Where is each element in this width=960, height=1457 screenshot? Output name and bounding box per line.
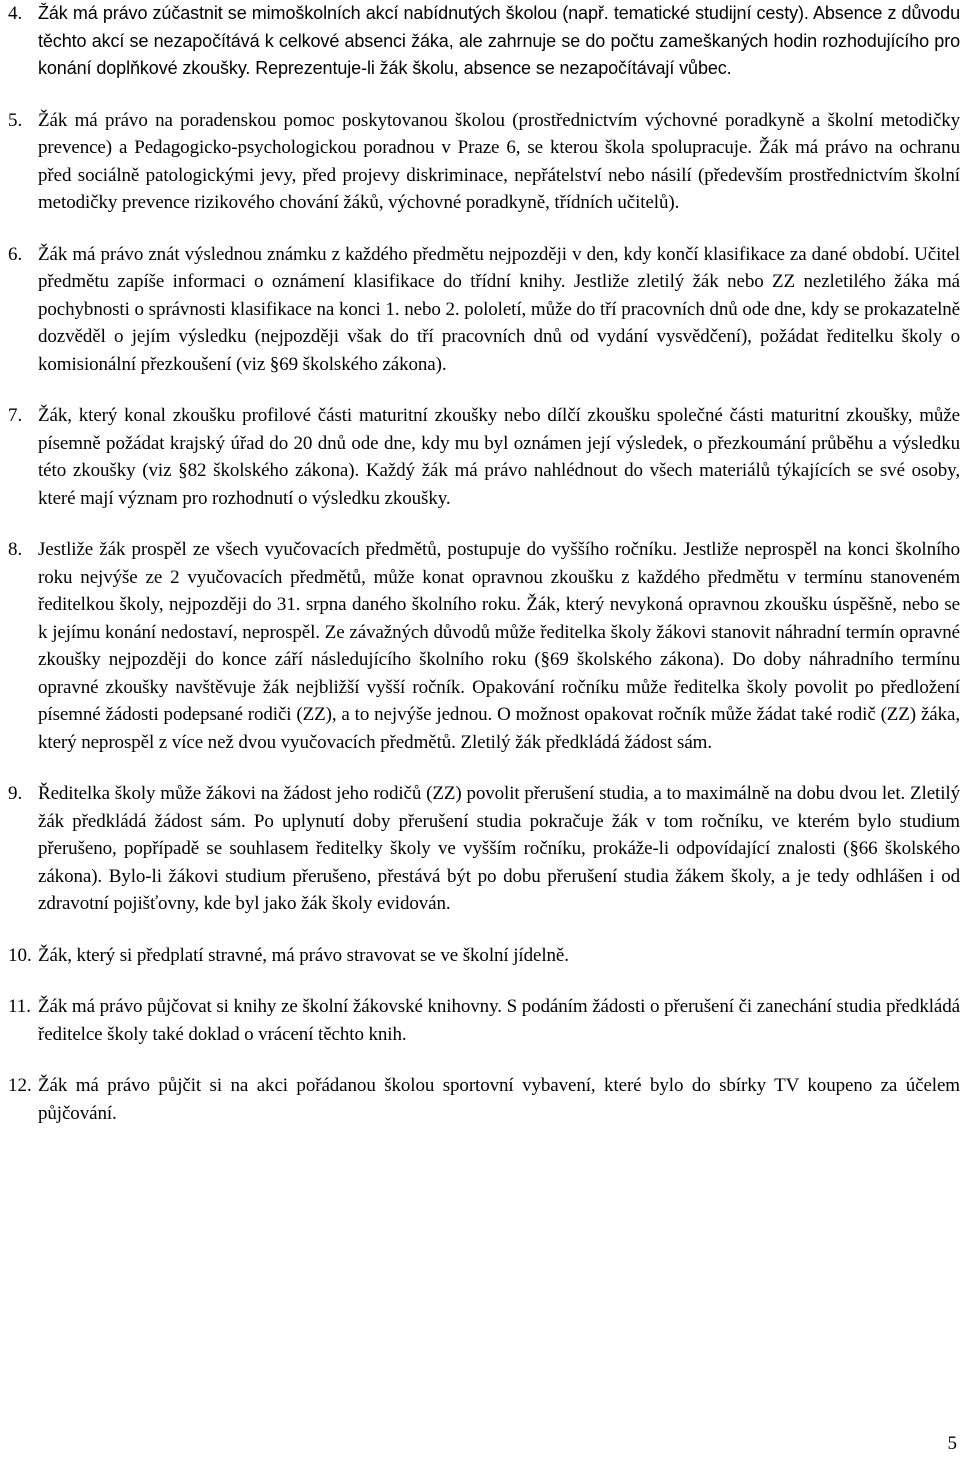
item-number: 8. [8, 539, 23, 560]
list-item [8, 942, 960, 970]
item-text: Žák má právo na poradenskou pomoc poskytovanou školou (prostřednictvím výchovné poradkyně a školní metodičky prevence) a Pedagogicko-psychologickou poradnou v Praze 6, se kterou škola spolupracuje. Žák má právo na ochranu před sociálně patologickými jevy, před projevy diskriminace, nepřátelství nebo násilí (především prostřednictvím školní metodičky prevence rizikového chování žáků, výchovné poradkyně, třídních učitelů). [38, 109, 960, 213]
item-text: Žák má právo znát výslednou známku z každého předmětu nejpozději v den, kdy končí klasifikace za dané období. Učitel předmětu zapíše informaci o oznámení klasifikace do třídní knihy. Jestliže zletilý žák nebo ZZ nezletilého žáka má pochybnosti o správnosti klasifikace na konci 1. nebo 2. pololetí, může do tří pracovních dnů ode dne, kdy se prokazatelně dozvěděl o jejím výsledku (nejpozději však do tří pracovních dnů od vydání vysvědčení), požádat ředitelku školy o komisionální přezkoušení (viz §69 školského zákona). [38, 243, 960, 375]
rules-list [8, 0, 960, 1127]
item-text: Žák má právo půjčit si na akci pořádanou školou sportovní vybavení, které bylo do sbírky TV koupeno za účelem půjčování. [38, 1075, 960, 1124]
page-number: 5 [947, 1433, 957, 1454]
list-item [8, 993, 960, 1048]
item-number: 9. [8, 783, 23, 804]
list-item [8, 1072, 960, 1127]
item-text: Žák má právo zúčastnit se mimoškolních akcí nabídnutých školou (např. tematické studijní cesty). Absence z důvodu těchto akcí se nezapočítává k celkové absenci žáka, ale zahrnuje se do počtu zameškaných hodin rozhodujícího pro konání doplňkové zkoušky. Reprezentuje-li žák školu, absence se nezapočítávají vůbec. [38, 3, 960, 78]
list-item [8, 780, 960, 918]
item-number: 7. [8, 405, 23, 426]
item-number: 5. [8, 109, 23, 131]
item-text: Ředitelka školy může žákovi na žádost jeho rodičů (ZZ) povolit přerušení studia, a to maximálně na dobu dvou let. Zletilý žák předkládá žádost sám. Po uplynutí doby přerušení studia pokračuje žák v tom ročníku, ve kterém bylo studium přerušeno, popřípadě se souhlasem ředitelky školy ve vyšším ročníku, prokáže-li odpovídající znalosti (§66 školského zákona). Bylo-li žákovi studium přerušeno, přestává být po dobu přerušení studia žákem školy, a je tedy odhlášen i od zdravotní pojišťovny, kde byl jako žák školy evidován. [38, 783, 960, 914]
list-item [8, 402, 960, 512]
item-text: Žák, který konal zkoušku profilové části maturitní zkoušky nebo dílčí zkoušku společné části maturitní zkoušky, může písemně požádat krajský úřad do 20 dnů ode dne, kdy mu byl oznámen její výsledek, o přezkoumání průběhu a výsledku této zkoušky (viz §82 školského zákona). Každý žák má právo nahlédnout do všech materiálů týkajících se své osoby, které mají význam pro rozhodnutí o výsledku zkoušky. [38, 405, 960, 509]
item-number: 6. [8, 243, 23, 265]
list-item [8, 0, 960, 83]
item-number: 10. [8, 944, 32, 966]
item-text: Žák má právo půjčovat si knihy ze školní žákovské knihovny. S podáním žádosti o přerušení či zanechání studia předkládá ředitelce školy také doklad o vrácení těchto knih. [38, 996, 960, 1045]
item-text: Žák, který si předplatí stravné, má právo stravovat se ve školní jídelně. [38, 944, 569, 966]
item-number: 11. [8, 996, 32, 1017]
item-text: Jestliže žák prospěl ze všech vyučovacích předmětů, postupuje do vyššího ročníku. Jestliže neprospěl na konci školního roku nejvýše ze 2 vyučovacích předmětů, může konat opravnou zkoušku z každého předmětu v termínu stanoveném ředitelkou školy, nejpozději do 31. srpna daného školního roku. Žák, který nevykoná opravnou zkoušku úspěšně, nebo se k jejímu konání nedostaví, neprospěl. Ze závažných důvodů může ředitelka školy žákovi stanovit náhradní termín opravné zkoušky nejpozději do konce září následujícího školního roku (§69 školského zákona). Do doby náhradního termínu opravné zkoušky navštěvuje žák nejbližší vyšší ročník. Opakování ročníku může ředitelka školy povolit po předložení písemné žádosti podepsané rodiči (ZZ), a to nejvýše jednou. O možnost opakovat ročník může žádat také rodič (ZZ) žáka, který neprospěl z více než dvou vyučovacích předmětů. Zletilý žák předkládá žádost sám. [38, 539, 960, 753]
list-item [8, 241, 960, 379]
list-item [8, 536, 960, 756]
list-item [8, 107, 960, 217]
item-number: 4. [8, 3, 23, 24]
item-number: 12. [8, 1075, 32, 1096]
